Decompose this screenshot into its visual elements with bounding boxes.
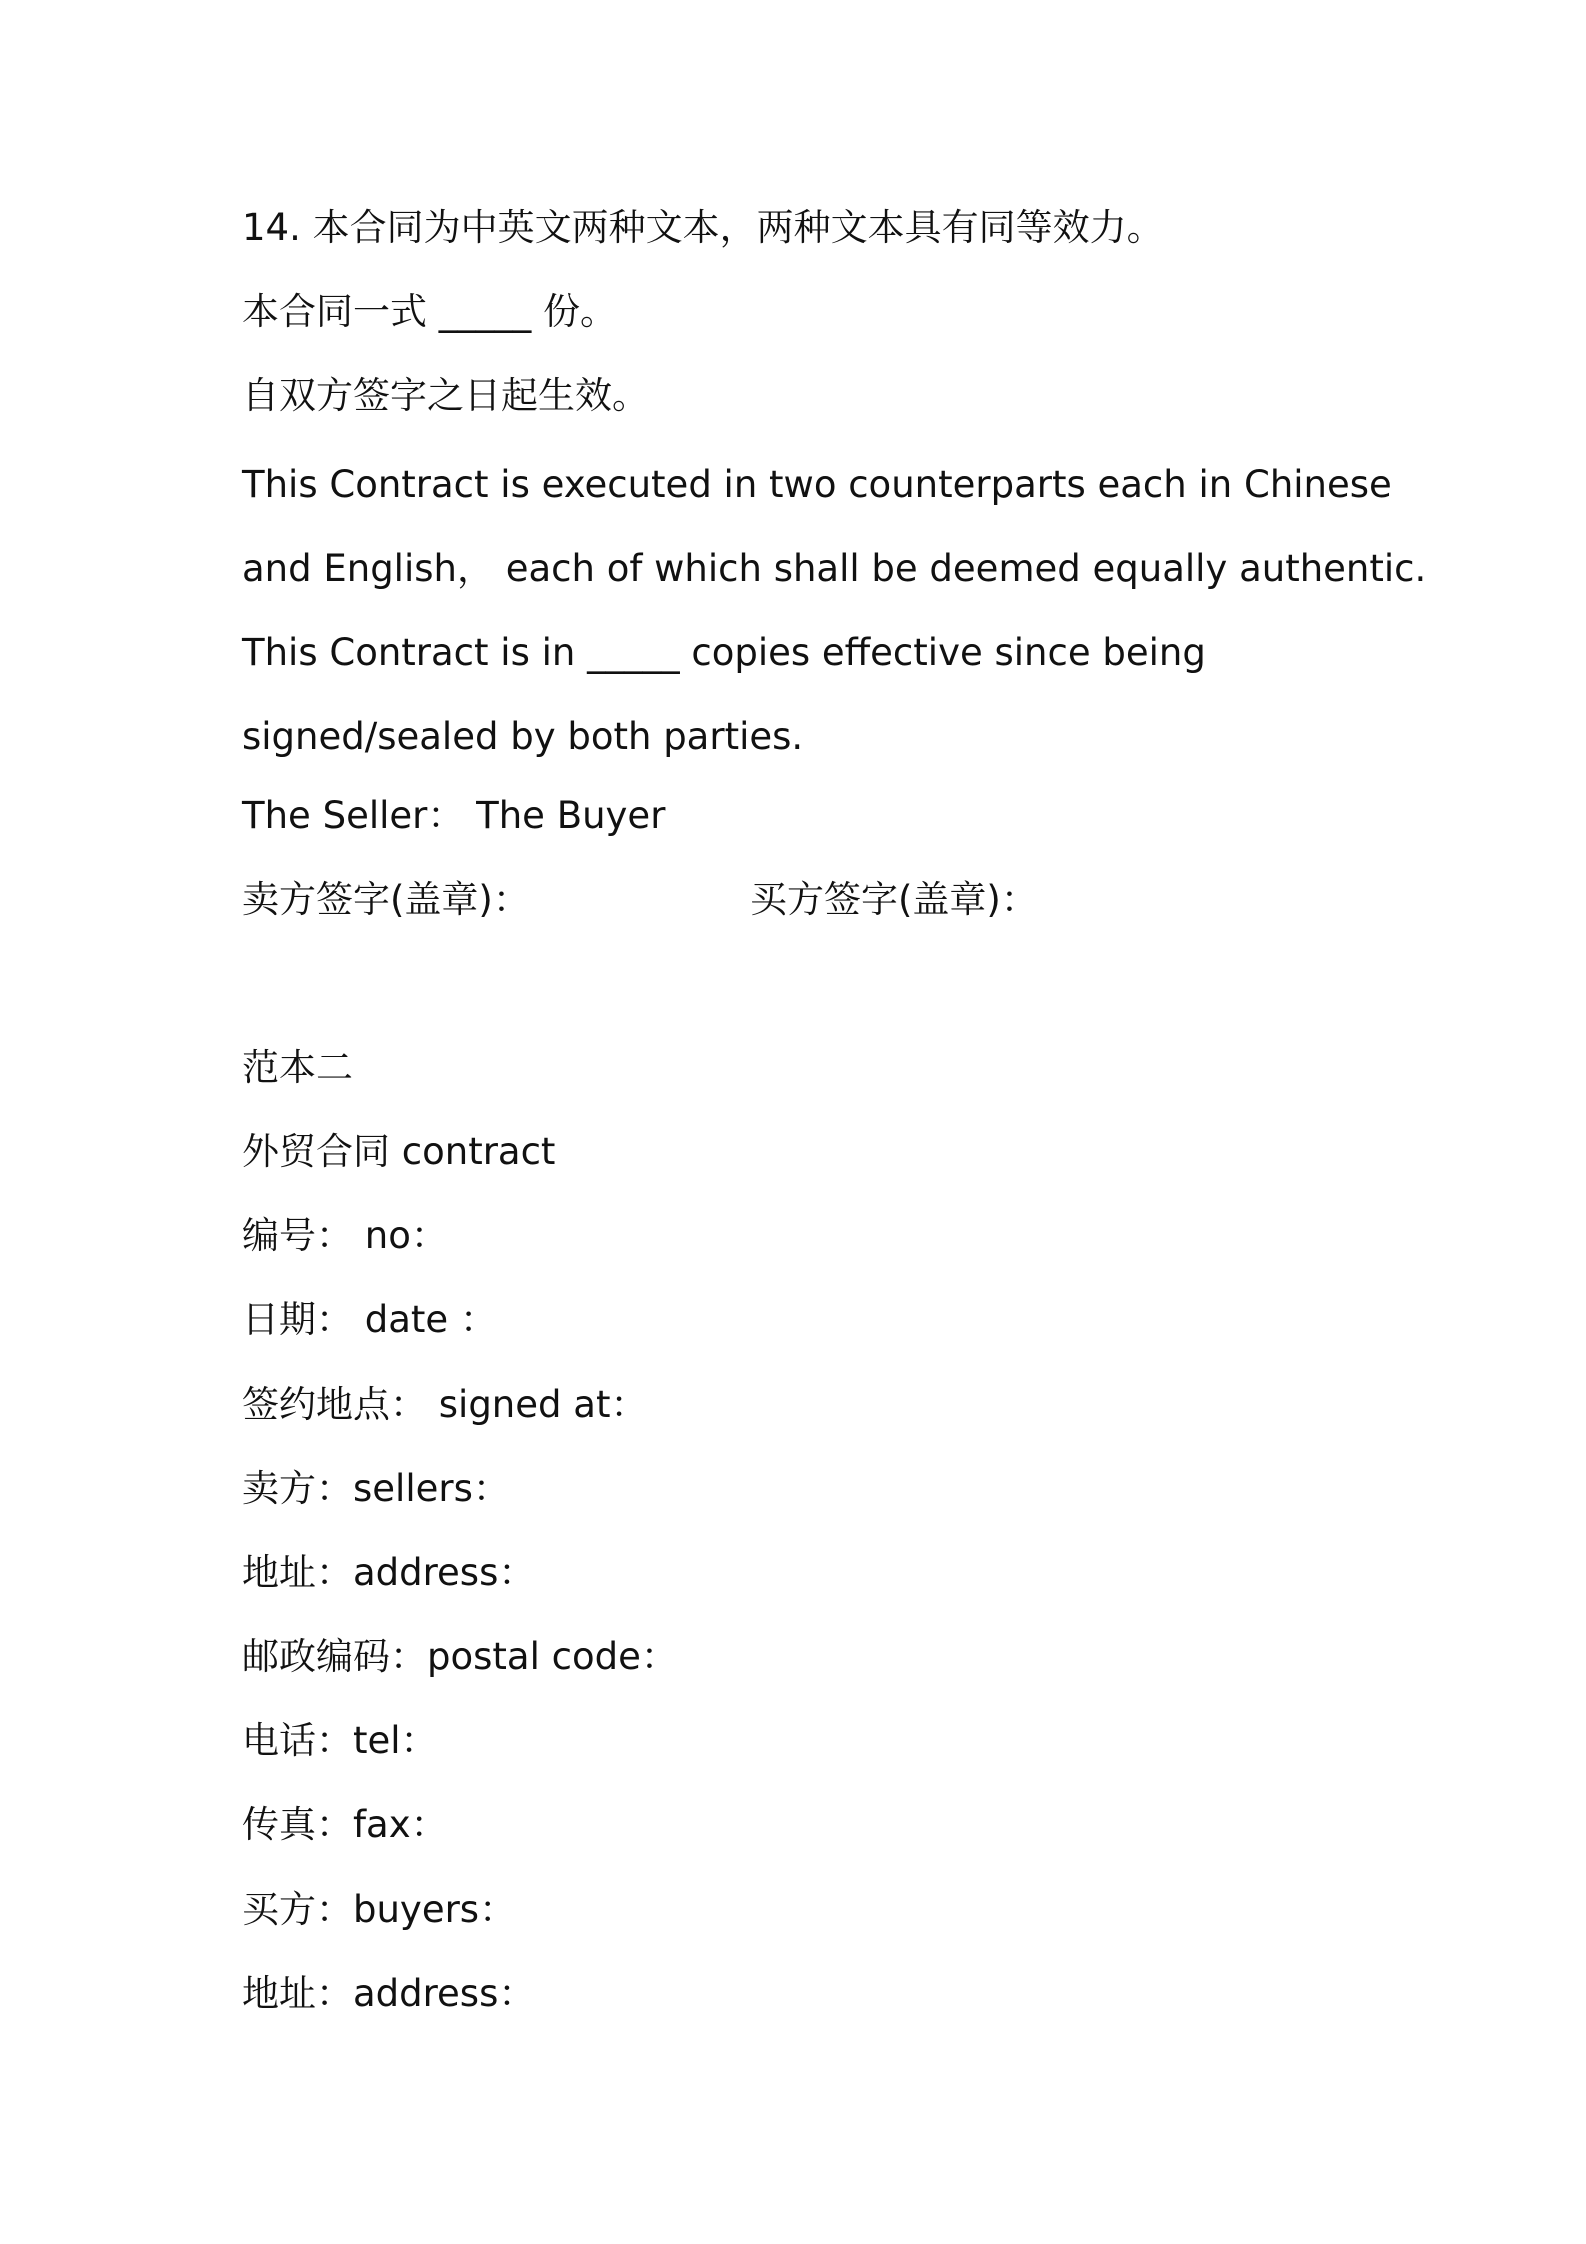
clause-14-title: 14. 本合同为中英文两种文本，两种文本具有同等效力。 — [242, 206, 1164, 249]
field-postal-code: 邮政编码：postal code： — [242, 1635, 678, 1678]
field-signed-at: 签约地点： signed at： — [242, 1383, 648, 1426]
clause-14-effective-cn: 自双方签字之日起生效。 — [242, 374, 649, 417]
clause-14-en-line-1: This Contract is executed in two counterparts each in Chinese — [242, 463, 1392, 506]
template-2-heading: 范本二 — [242, 1046, 353, 1089]
field-tel: 电话：tel： — [242, 1719, 438, 1762]
template-2-title: 外贸合同 contract — [242, 1130, 556, 1173]
field-buyer-address: 地址：address： — [242, 1972, 536, 2015]
clause-14-en-line-3: This Contract is in _____ copies effective since being — [242, 631, 1206, 674]
buyer-signature-label: 买方签字(盖章)： — [750, 878, 1038, 921]
field-date: 日期： date ： — [242, 1298, 497, 1341]
field-buyers: 买方：buyers： — [242, 1888, 517, 1931]
clause-14-en-line-4: signed/sealed by both parties. — [242, 715, 804, 758]
clause-14-copies-cn: 本合同一式 _____ 份。 — [242, 290, 618, 333]
seller-signature-label: 卖方签字(盖章)： — [242, 878, 530, 921]
field-sellers: 卖方：sellers： — [242, 1467, 510, 1510]
field-seller-address: 地址：address： — [242, 1551, 536, 1594]
field-number: 编号： no： — [242, 1214, 448, 1257]
field-fax: 传真：fax： — [242, 1803, 448, 1846]
clause-14-en-line-2: and English， each of which shall be deemed equally authentic. — [242, 547, 1427, 590]
parties-label: The Seller： The Buyer — [242, 794, 666, 837]
